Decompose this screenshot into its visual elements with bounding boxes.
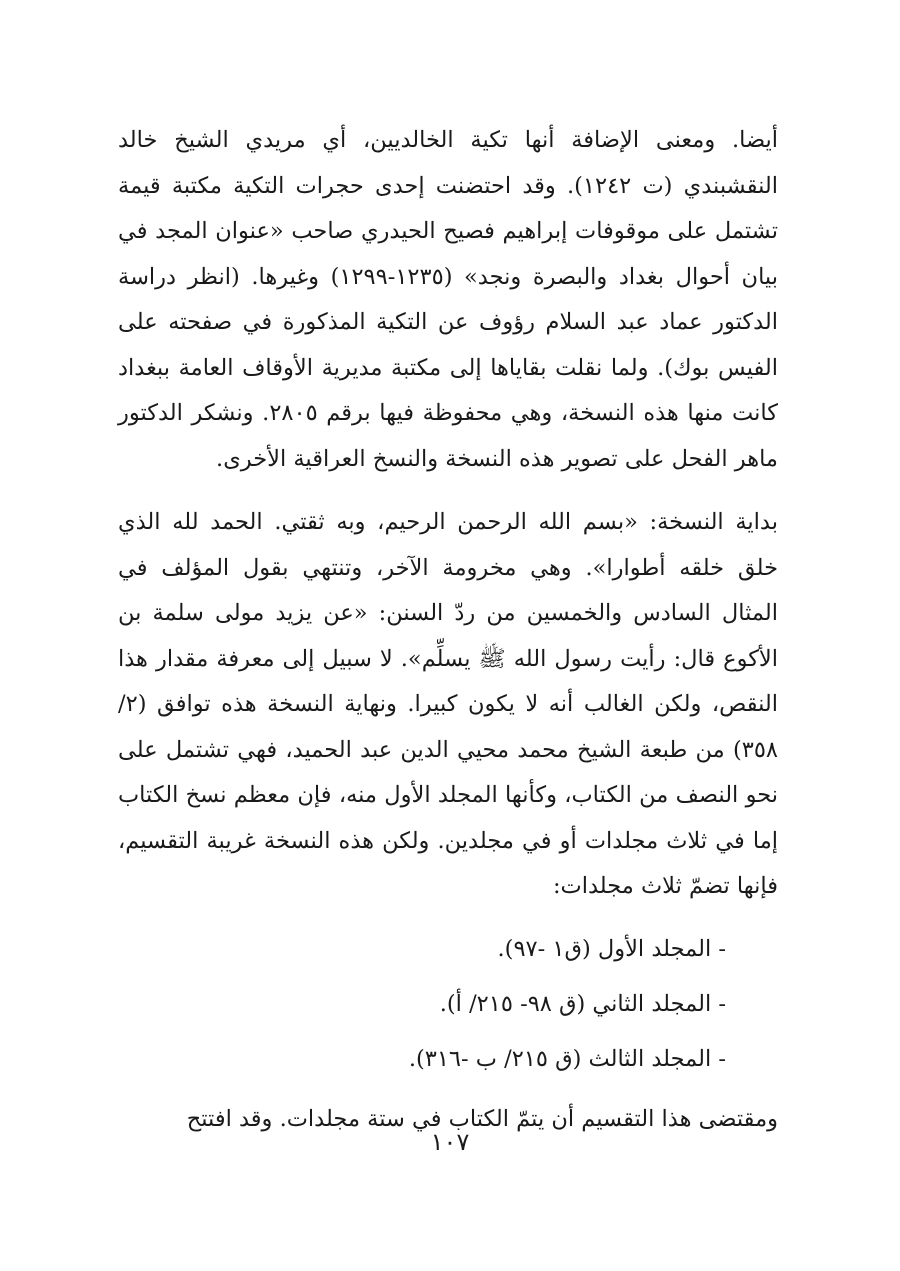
paragraph-manuscript-location: أيضا. ومعنى الإضافة أنها تكية الخالديين، أي مريدي الشيخ خالد النقشبندي (ت ١٢٤٢). وقد احتضنت إحدى حجرات التكية مكتبة قيمة تشتمل على موقوفات إبراهيم فصيح الحيدري صاحب «عنوان المجد في بيان أحوال بغداد والبصرة ونجد» (١٢٣٥-١٢٩٩) وغيرها. (انظر دراسة الدكتور عماد عبد السلام رؤوف عن التكية المذكورة في صفحته على الفيس بوك). ولما نقلت بقاياها إلى مكتبة مديرية الأوقاف العامة ببغداد كانت منها هذه النسخة، وهي محفوظة فيها برقم ٢٨٠٥. ونشكر الدكتور ماهر الفحل على تصوير هذه النسخة والنسخ العراقية الأخرى. <box>118 127 778 472</box>
volume-item-1: - المجلد الأول (ق١ -٩٧). <box>497 935 726 962</box>
page-body <box>118 118 778 1142</box>
page-number: ١٠٧ <box>430 1128 470 1156</box>
volume-item-3: - المجلد الثالث (ق ٢١٥/ ب -٣١٦). <box>408 1045 726 1072</box>
paragraph-manuscript-description: بداية النسخة: «بسم الله الرحمن الرحيم، وبه ثقتي. الحمد لله الذي خلق خلقه أطوارا». وهي مخرومة الآخر، وتنتهي بقول المؤلف في المثال السادس والخمسين من ردّ السنن: «عن يزيد مولى سلمة بن الأكوع قال: رأيت رسول الله ﷺ يسلِّم». لا سبيل إلى معرفة مقدار هذا النقص، ولكن الغالب أنه لا يكون كبيرا. ونهاية النسخة هذه توافق (٢/ ٣٥٨) من طبعة الشيخ محمد محيي الدين عبد الحميد، فهي تشتمل على نحو النصف من الكتاب، وكأنها المجلد الأول منه، فإن معظم نسخ الكتاب إما في ثلاث مجلدات أو في مجلدين. ولكن هذه النسخة غريبة التقسيم، فإنها تضمّ ثلاث مجلدات: <box>118 509 778 899</box>
volume-item-2: - المجلد الثاني (ق ٩٨- ٢١٥/ أ). <box>439 990 726 1017</box>
paragraph-division-note: ومقتضى هذا التقسيم أن يتمّ الكتاب في ستة مجلدات. وقد افتتح <box>186 1105 778 1132</box>
volumes-list <box>118 922 778 1087</box>
